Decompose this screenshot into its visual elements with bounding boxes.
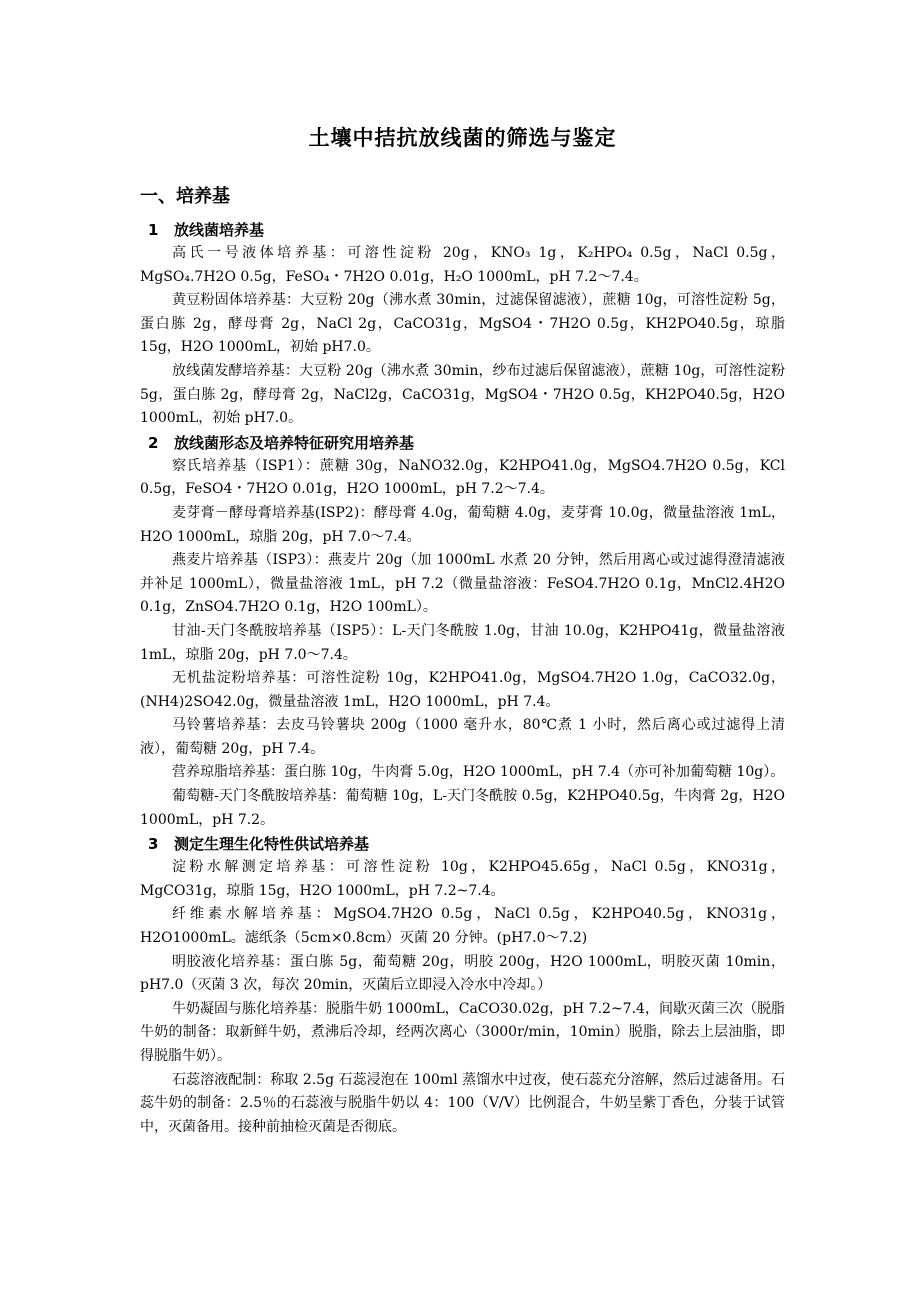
subsection-heading-3 [140,832,785,856]
paragraph: 葡萄糖-天门冬酰胺培养基：葡萄糖 10g，L-天门冬酰胺 0.5g，K2HPO40.5g，牛肉膏 2g，H2O 1000mL，pH 7.2。 [140,788,785,828]
paragraph: 燕麦片培养基（ISP3）：燕麦片 20g（加 1000mL 水煮 20 分钟，然后用离心或过滤得澄清滤液并补足 1000mL），微量盐溶液 1mL，pH 7.2（微量盐溶液：FeSO4.7H2O 0.1g，MnCl2.4H2O 0.1g，ZnSO4.7H2O 0.1g，H2O 100mL）。 [140,552,785,616]
paragraph: 麦芽膏－酵母膏培养基(ISP2)：酵母膏 4.0g，葡萄糖 4.0g，麦芽膏 10.0g，微量盐溶液 1mL，H2O 1000mL，琼脂 20g，pH 7.0～7.4。 [140,504,785,545]
subsection-label: 测定生理生化特性供试培养基 [174,835,370,854]
subsection-heading-2 [140,431,785,455]
paragraph: 马铃薯培养基：去皮马铃薯块 200g（1000 毫升水，80℃煮 1 小时，然后离心或过滤得上清液），葡萄糖 20g，pH 7.4。 [140,717,785,757]
subsection-label: 放线菌培养基 [174,221,265,239]
paragraph: 明胶液化培养基：蛋白胨 5g，葡萄糖 20g，明胶 200g，H2O 1000mL，明胶灭菌 10min， pH7.0（灭菌 3 次，每次 20min，灭菌后立即浸入冷水中冷却。） [140,953,785,994]
subsection-number: 1 [148,221,159,239]
paragraph: 营养琼脂培养基：蛋白胨 10g，牛肉膏 5.0g，H2O 1000mL，pH 7.4（亦可补加葡萄糖 10g）。 [172,764,785,781]
paragraph: 察氏培养基（ISP1）：蔗糖 30g，NaNO32.0g，K2HPO41.0g，MgSO4.7H2O 0.5g，KCl 0.5g，FeSO4・7H2O 0.01g，H2O 1000mL，pH 7.2～7.4。 [140,457,785,498]
subsection-number: 2 [148,433,159,452]
paragraph: 甘油-天门冬酰胺培养基（ISP5）：L-天门冬酰胺 1.0g，甘油 10.0g，K2HPO41g，微量盐溶液 1mL，琼脂 20g，pH 7.0～7.4。 [140,622,785,663]
document-page [140,118,785,1139]
subsection-label: 放线菌形态及培养特征研究用培养基 [174,433,415,452]
paragraph: 淀粉水解测定培养基：可溶性淀粉 10g，K2HPO45.65g，NaCl 0.5g，KNO31g，MgCO31g，琼脂 15g，H2O 1000mL，pH 7.2~7.4。 [140,859,785,899]
subsection-number: 3 [148,835,159,854]
paragraph: 无机盐淀粉培养基：可溶性淀粉 10g，K2HPO41.0g，MgSO4.7H2O 1.0g，CaCO32.0g，(NH4)2SO42.0g，微量盐溶液 1mL，H2O 1000mL，pH 7.4。 [140,670,785,710]
section-heading-media: 一、培养基 [140,186,230,207]
document-title: 土壤中拮抗放线菌的筛选与鉴定 [308,126,617,150]
paragraph: 黄豆粉固体培养基：大豆粉 20g（沸水煮 30min，过滤保留滤液），蔗糖 10g，可溶性淀粉 5g，蛋白胨 2g，酵母膏 2g，NaCl 2g，CaCO31g，MgSO4・7H2O 0.5g，KH2PO40.5g，琼脂 15g，H2O 1000mL，初始 pH7.0。 [140,292,785,356]
subsection-heading-1 [140,218,785,242]
paragraph: 石蕊溶液配制：称取 2.5g 石蕊浸泡在 100ml 蒸馏水中过夜，使石蕊充分溶解，然后过滤备用。石蕊牛奶的制备：2.5％的石蕊液与脱脂牛奶以 4：100（V/V）比例混合，牛奶呈紫丁香色，分装于试管中，灭菌备用。接种前抽检灭菌是否彻底。 [140,1071,785,1135]
paragraph: 高氏一号液体培养基：可溶性淀粉 20g，KNO₃ 1g，K₂HPO₄ 0.5g，NaCl 0.5g，MgSO₄.7H2O 0.5g，FeSO₄・7H2O 0.01g，H₂O 1000mL，pH 7.2～7.4。 [140,245,785,285]
paragraph: 放线菌发酵培养基：大豆粉 20g（沸水煮 30min，纱布过滤后保留滤液），蔗糖 10g，可溶性淀粉 5g，蛋白胨 2g，酵母膏 2g，NaCl2g，CaCO31g，MgSO4・7H2O 0.5g，KH2PO40.5g，H2O 1000mL，初始 pH7.0。 [140,362,785,427]
paragraph: 纤维素水解培养基：MgSO4.7H2O 0.5g，NaCl 0.5g，K2HPO40.5g，KNO31g，H2O1000mL。滤纸条（5cm×0.8cm）灭菌 20 分钟。(pH7.0～7.2) [140,906,785,947]
paragraph: 牛奶凝固与胨化培养基：脱脂牛奶 1000mL，CaCO30.02g，pH 7.2~7.4，间歇灭菌三次（脱脂牛奶的制备：取新鲜牛奶，煮沸后冷却，经两次离心（3000r/min，10min）脱脂，除去上层油脂，即得脱脂牛奶）。 [140,1000,785,1064]
